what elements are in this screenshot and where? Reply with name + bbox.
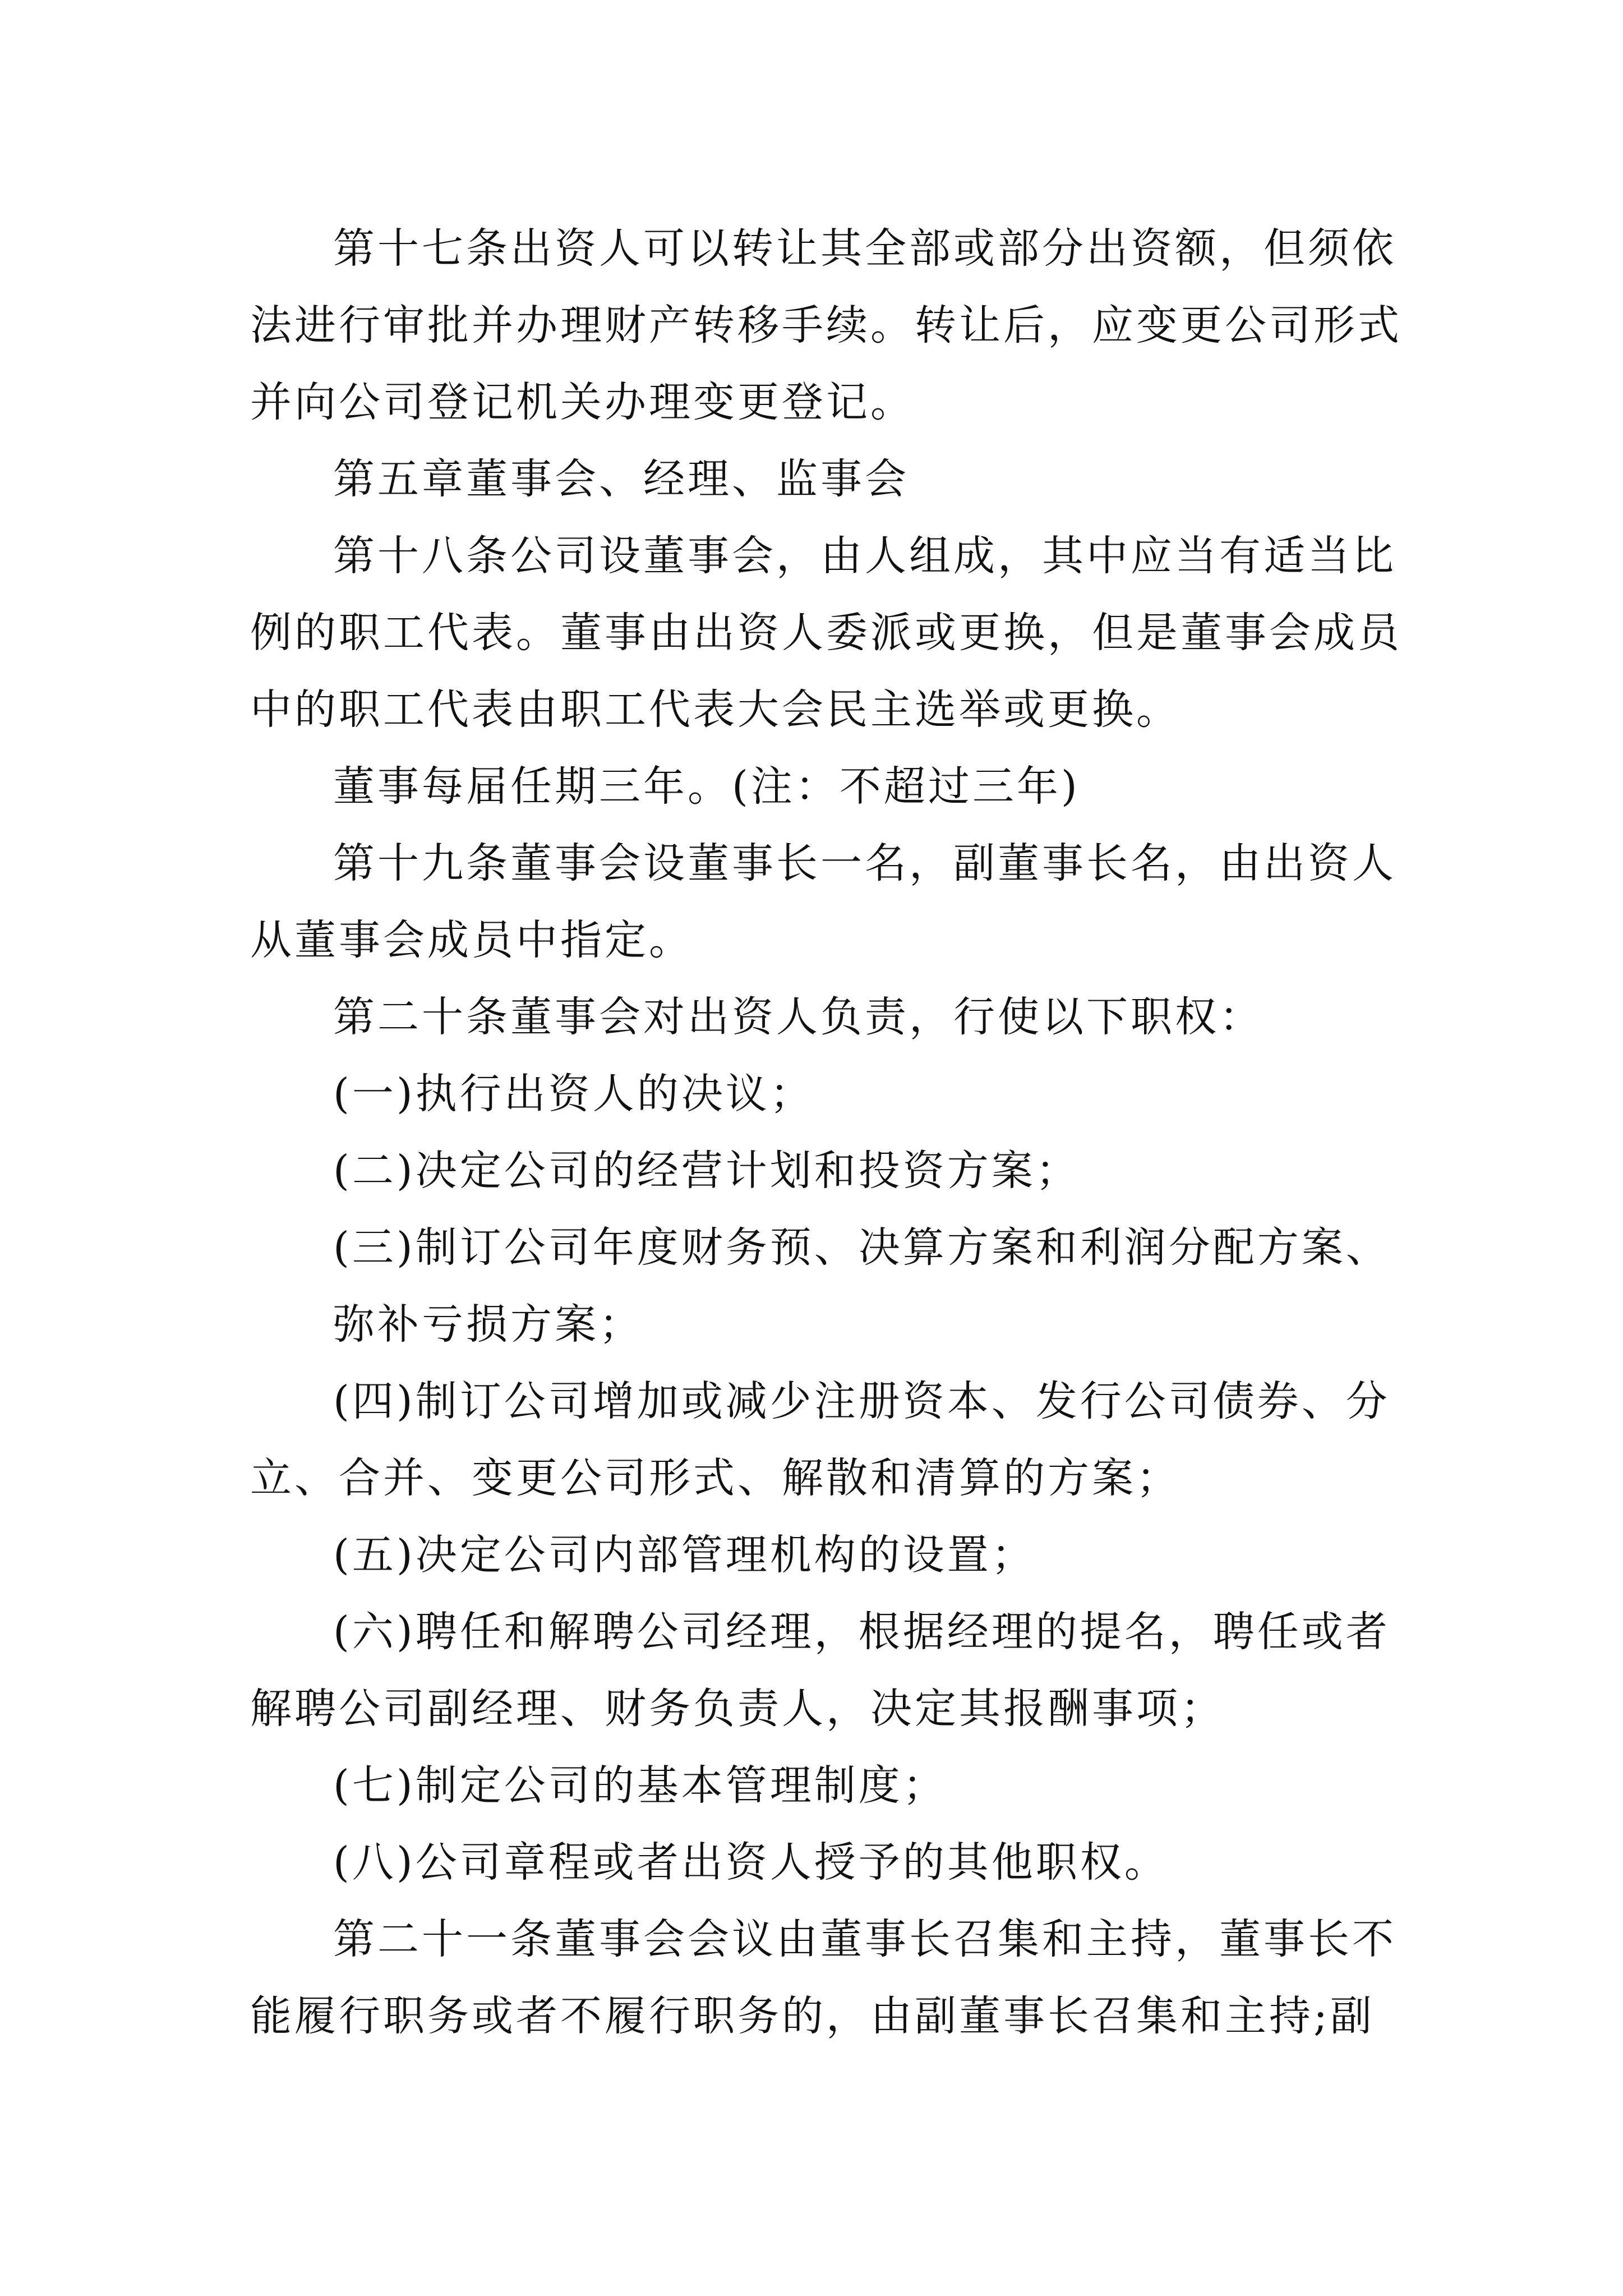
list-item: 解聘公司副经理、财务负责人，决定其报酬事项；: [250, 1685, 1225, 1733]
list-item: (一)执行出资人的决议；: [333, 1070, 814, 1118]
text-line: 第十八条公司设董事会，由人组成，其中应当有适当比: [333, 532, 1396, 580]
text-line: 第十七条出资人可以转让其全部或部分出资额，但须依: [333, 224, 1396, 273]
list-item: (三)制订公司年度财务预、决算方案和利润分配方案、: [333, 1223, 1390, 1272]
list-item: (八)公司章程或者出资人授予的其他职权。: [333, 1838, 1169, 1887]
text-line: 能履行职务或者不履行职务的，由副董事长召集和主持;副: [250, 1992, 1375, 2040]
document-body: [250, 210, 1402, 2055]
text-line: 从董事会成员中指定。: [250, 916, 693, 964]
text-line: 董事每届任期三年。(注：不超过三年): [333, 762, 1080, 811]
text-line: 例的职工代表。董事由出资人委派或更换，但是董事会成员: [250, 609, 1402, 657]
text-line: 第二十条董事会对出资人负责，行使以下职权：: [333, 993, 1264, 1041]
list-item: (六)聘任和解聘公司经理，根据经理的提名，聘任或者: [333, 1608, 1390, 1656]
list-item: (五)决定公司内部管理机构的设置；: [333, 1531, 1036, 1579]
text-line: 中的职工代表由职工代表大会民主选举或更换。: [250, 685, 1181, 734]
text-line: 并向公司登记机关办理变更登记。: [250, 378, 915, 426]
chapter-heading: 第五章董事会、经理、监事会: [333, 455, 909, 503]
list-item: (二)决定公司的经营计划和投资方案；: [333, 1147, 1080, 1195]
list-item: 弥补亏损方案；: [333, 1300, 643, 1349]
list-item: 立、合并、变更公司形式、解散和清算的方案；: [250, 1454, 1181, 1502]
list-item: (四)制订公司增加或减少注册资本、发行公司债券、分: [333, 1377, 1390, 1425]
text-line: 第二十一条董事会会议由董事长召集和主持，董事长不: [333, 1915, 1396, 1963]
text-line: 法进行审批并办理财产转移手续。转让后，应变更公司形式: [250, 301, 1402, 349]
text-line: 第十九条董事会设董事长一名，副董事长名，由出资人: [333, 839, 1396, 887]
list-item: (七)制定公司的基本管理制度；: [333, 1761, 947, 1810]
